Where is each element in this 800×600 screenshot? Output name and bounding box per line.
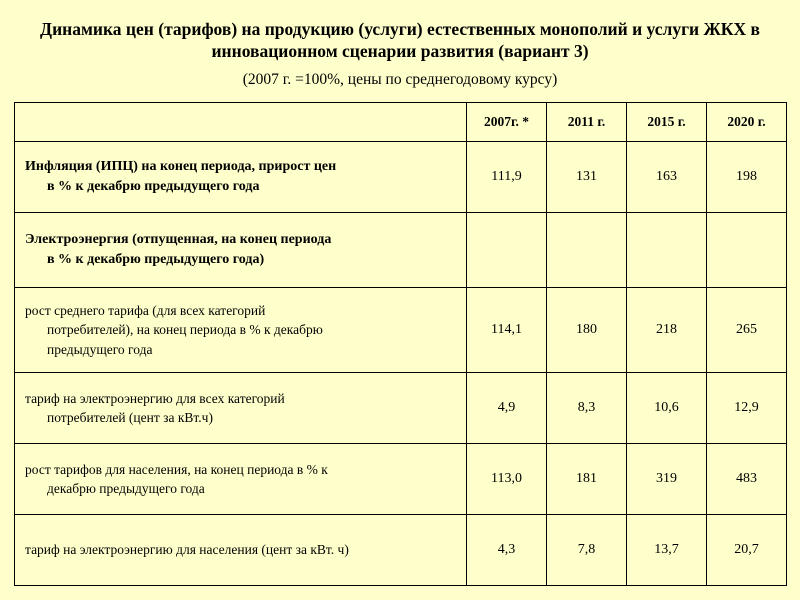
row-label-line1: тариф на электроэнергию для населения (цент за кВт. <box>25 542 335 558</box>
cell-2015: 218 <box>627 287 707 372</box>
table-row <box>15 443 787 514</box>
table-header <box>15 102 787 141</box>
cell-2007: 4,3 <box>467 514 547 585</box>
page-title: Динамика цен (тарифов) на продукцию (услуги) естественных монополий и услуги ЖКХ в инновационном сценарии развития (вариант 3) <box>40 19 760 62</box>
row-label-line2: декабрю предыдущего года <box>47 480 205 496</box>
cell-2020: 12,9 <box>707 372 787 443</box>
column-header-label <box>15 102 467 141</box>
row-label <box>15 514 467 585</box>
column-header-2020: 2020 г. <box>707 102 787 141</box>
row-label <box>15 212 467 287</box>
cell-2007: 113,0 <box>467 443 547 514</box>
cell-2011 <box>547 212 627 287</box>
row-label-line2: в % к декабрю предыдущего года) <box>47 251 265 267</box>
cell-2011: 131 <box>547 141 627 212</box>
cell-2020: 265 <box>707 287 787 372</box>
row-label-line1: рост среднего тарифа (для всех категорий <box>25 303 266 319</box>
cell-2020: 198 <box>707 141 787 212</box>
row-label-line2: ч) <box>337 542 349 558</box>
cell-2011: 181 <box>547 443 627 514</box>
column-header-2011: 2011 г. <box>547 102 627 141</box>
row-label-line1: тариф на электроэнергию для всех категорий <box>25 390 285 406</box>
row-label-line2: потребителей), на конец периода в % к декабрю <box>47 322 323 338</box>
cell-2007: 4,9 <box>467 372 547 443</box>
data-table-container <box>14 102 786 586</box>
table-body <box>15 141 787 585</box>
cell-2011: 180 <box>547 287 627 372</box>
table-row <box>15 287 787 372</box>
column-header-2015: 2015 г. <box>627 102 707 141</box>
cell-2020 <box>707 212 787 287</box>
cell-2011: 8,3 <box>547 372 627 443</box>
table-row <box>15 212 787 287</box>
row-label <box>15 141 467 212</box>
cell-2007: 111,9 <box>467 141 547 212</box>
row-label-line1: рост тарифов для населения, на конец периода в % к <box>25 461 328 477</box>
cell-2015: 13,7 <box>627 514 707 585</box>
cell-2011: 7,8 <box>547 514 627 585</box>
table-row <box>15 372 787 443</box>
row-label-line2: потребителей (цент за кВт.ч) <box>47 409 213 425</box>
page-subtitle: (2007 г. =100%, цены по среднегодовому курсу) <box>242 70 558 88</box>
row-label <box>15 372 467 443</box>
row-label-line3: предыдущего года <box>47 341 153 357</box>
table-row <box>15 141 787 212</box>
row-label <box>15 287 467 372</box>
cell-2007 <box>467 212 547 287</box>
cell-2020: 20,7 <box>707 514 787 585</box>
cell-2020: 483 <box>707 443 787 514</box>
cell-2015: 319 <box>627 443 707 514</box>
row-label-line1: Электроэнергия (отпущенная, на конец периода <box>25 232 332 248</box>
cell-2015: 163 <box>627 141 707 212</box>
table-row <box>15 514 787 585</box>
cell-2015: 10,6 <box>627 372 707 443</box>
column-header-2007: 2007г. * <box>467 102 547 141</box>
tariff-dynamics-table <box>14 102 787 586</box>
table-header-row <box>15 102 787 141</box>
row-label-line1: Инфляция (ИПЦ) на конец периода, прирост цен <box>25 159 337 175</box>
row-label <box>15 443 467 514</box>
row-label-line2: в % к декабрю предыдущего года <box>47 178 260 194</box>
cell-2015 <box>627 212 707 287</box>
cell-2007: 114,1 <box>467 287 547 372</box>
